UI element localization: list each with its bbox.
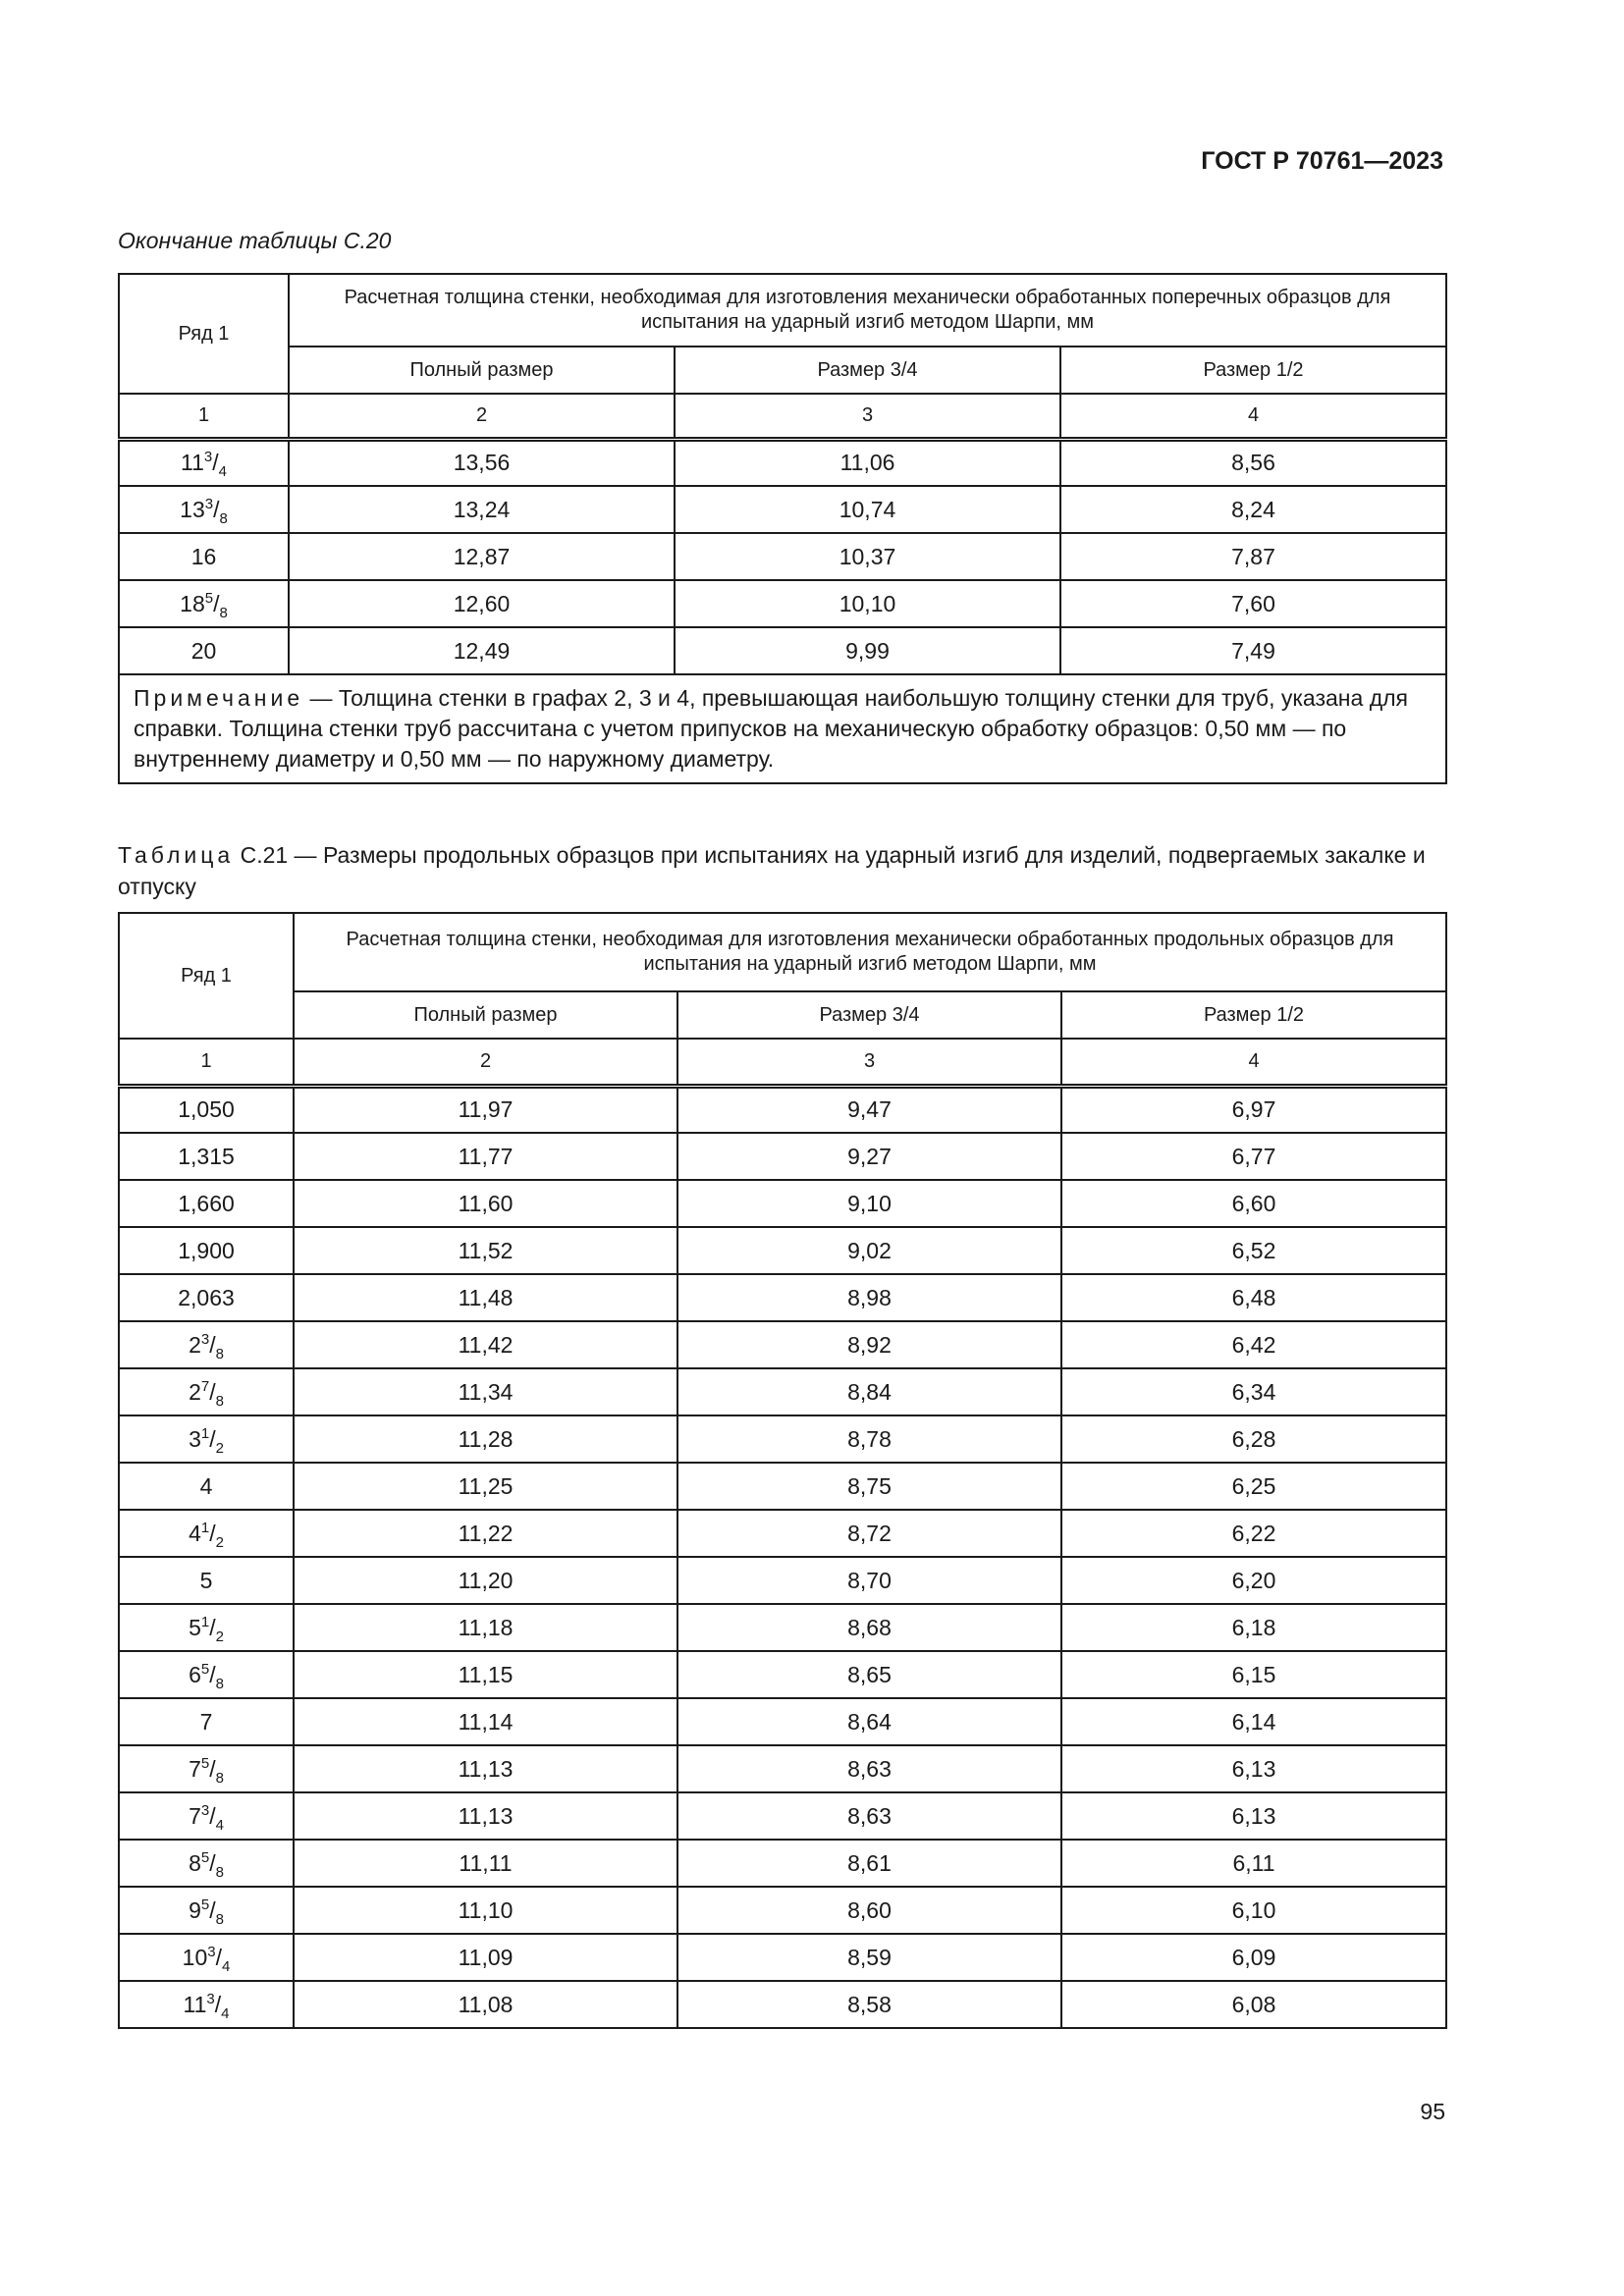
size-1-2-value: 6,13 bbox=[1061, 1745, 1446, 1792]
full-size-value: 11,09 bbox=[294, 1934, 677, 1981]
size-1-2-value: 6,08 bbox=[1061, 1981, 1446, 2028]
wall-thickness-header: Расчетная толщина стенки, необходимая для изготовления механически обработанных поперечных образцов для испытания на ударный изгиб методом Шарпи, мм bbox=[289, 274, 1446, 347]
full-size-value: 11,42 bbox=[294, 1321, 677, 1368]
column-number: 4 bbox=[1061, 1039, 1446, 1086]
size-fraction-numerator: 1 bbox=[200, 1424, 210, 1442]
pipe-size-cell bbox=[119, 1274, 294, 1321]
full-size-value: 11,60 bbox=[294, 1180, 677, 1227]
fraction-slash: / bbox=[212, 450, 219, 476]
size-whole: 13 bbox=[180, 496, 205, 522]
table-c21-caption bbox=[118, 839, 1445, 902]
size-whole: 2 bbox=[189, 1378, 201, 1405]
size-fraction-denominator: 8 bbox=[219, 604, 228, 621]
size-whole: 1,050 bbox=[178, 1096, 235, 1123]
fraction-slash: / bbox=[215, 1944, 222, 1970]
size-1-2-value: 6,15 bbox=[1061, 1651, 1446, 1698]
pipe-size-cell bbox=[119, 1745, 294, 1792]
size-3-4-value: 10,10 bbox=[675, 580, 1060, 627]
size-1-2-value: 6,10 bbox=[1061, 1887, 1446, 1934]
size-whole: 16 bbox=[190, 543, 217, 569]
size-fraction-denominator: 8 bbox=[219, 509, 228, 527]
size-3-4-header: Размер 3/4 bbox=[677, 991, 1061, 1039]
table-row bbox=[119, 627, 1446, 674]
size-3-4-value: 8,59 bbox=[677, 1934, 1061, 1981]
size-fraction-numerator: 5 bbox=[204, 589, 214, 607]
size-whole: 18 bbox=[180, 590, 205, 616]
size-fraction-numerator: 3 bbox=[204, 495, 214, 512]
table-row bbox=[119, 1745, 1446, 1792]
document-code: ГОСТ Р 70761—2023 bbox=[1201, 147, 1443, 175]
size-fraction-numerator: 3 bbox=[200, 1330, 210, 1348]
size-1-2-value: 6,22 bbox=[1061, 1510, 1446, 1557]
size-fraction-numerator: 1 bbox=[200, 1613, 210, 1630]
size-1-2-value: 6,48 bbox=[1061, 1274, 1446, 1321]
full-size-value: 11,20 bbox=[294, 1557, 677, 1604]
full-size-value: 11,77 bbox=[294, 1133, 677, 1180]
size-3-4-value: 9,02 bbox=[677, 1227, 1061, 1274]
fraction-slash: / bbox=[209, 1849, 216, 1876]
full-size-value: 11,52 bbox=[294, 1227, 677, 1274]
column-number: 3 bbox=[675, 394, 1060, 439]
pipe-size-cell bbox=[119, 1227, 294, 1274]
pipe-size-cell bbox=[119, 486, 289, 533]
full-size-value: 11,25 bbox=[294, 1463, 677, 1510]
size-fraction-numerator: 3 bbox=[203, 449, 213, 466]
full-size-value: 11,08 bbox=[294, 1981, 677, 2028]
size-fraction-numerator: 1 bbox=[200, 1519, 210, 1536]
table-row bbox=[119, 1887, 1446, 1934]
full-size-value: 11,10 bbox=[294, 1887, 677, 1934]
size-3-4-value: 8,60 bbox=[677, 1887, 1061, 1934]
column-number: 1 bbox=[119, 394, 289, 439]
fraction-slash: / bbox=[209, 1802, 216, 1829]
size-whole: 4 bbox=[189, 1520, 201, 1546]
size-whole: 7 bbox=[189, 1755, 201, 1782]
table-c21 bbox=[118, 912, 1447, 2029]
pipe-size-cell bbox=[119, 1651, 294, 1698]
pipe-size-cell bbox=[119, 1133, 294, 1180]
size-3-4-value: 9,10 bbox=[677, 1180, 1061, 1227]
pipe-size-cell bbox=[119, 1180, 294, 1227]
size-1-2-value: 6,28 bbox=[1061, 1415, 1446, 1463]
size-fraction-denominator: 2 bbox=[215, 1533, 224, 1551]
size-3-4-value: 8,64 bbox=[677, 1698, 1061, 1745]
full-size-value: 11,28 bbox=[294, 1415, 677, 1463]
size-fraction-numerator: 3 bbox=[207, 1943, 216, 1960]
table-row bbox=[119, 439, 1446, 486]
table-row bbox=[119, 1981, 1446, 2028]
size-whole: 1,900 bbox=[178, 1237, 235, 1263]
full-size-header: Полный размер bbox=[289, 347, 675, 394]
size-1-2-value: 6,09 bbox=[1061, 1934, 1446, 1981]
size-fraction-numerator: 5 bbox=[200, 1754, 210, 1772]
size-1-2-value: 6,52 bbox=[1061, 1227, 1446, 1274]
fraction-slash: / bbox=[209, 1755, 216, 1782]
size-1-2-value: 6,77 bbox=[1061, 1133, 1446, 1180]
full-size-value: 11,22 bbox=[294, 1510, 677, 1557]
size-whole: 4 bbox=[199, 1472, 213, 1499]
full-size-header: Полный размер bbox=[294, 991, 677, 1039]
table-row bbox=[119, 1321, 1446, 1368]
table-row bbox=[119, 1086, 1446, 1133]
size-3-4-value: 10,74 bbox=[675, 486, 1060, 533]
size-fraction-denominator: 8 bbox=[215, 1392, 224, 1410]
size-1-2-value: 6,18 bbox=[1061, 1604, 1446, 1651]
full-size-value: 11,18 bbox=[294, 1604, 677, 1651]
fraction-slash: / bbox=[213, 496, 220, 522]
full-size-value: 11,13 bbox=[294, 1745, 677, 1792]
table-row bbox=[119, 1463, 1446, 1510]
size-1-2-header: Размер 1/2 bbox=[1060, 347, 1446, 394]
table-note bbox=[119, 674, 1446, 783]
table-row bbox=[119, 1604, 1446, 1651]
size-fraction-denominator: 8 bbox=[215, 1910, 224, 1928]
table-row bbox=[119, 1934, 1446, 1981]
size-whole: 7 bbox=[199, 1708, 213, 1735]
size-whole: 5 bbox=[199, 1567, 213, 1593]
size-1-2-value: 6,60 bbox=[1061, 1180, 1446, 1227]
size-3-4-value: 8,65 bbox=[677, 1651, 1061, 1698]
fraction-slash: / bbox=[209, 1331, 216, 1358]
fraction-slash: / bbox=[209, 1520, 216, 1546]
size-3-4-value: 8,68 bbox=[677, 1604, 1061, 1651]
size-1-2-value: 6,97 bbox=[1061, 1086, 1446, 1133]
fraction-slash: / bbox=[209, 1378, 216, 1405]
table-row bbox=[119, 1510, 1446, 1557]
size-fraction-denominator: 8 bbox=[215, 1863, 224, 1881]
size-fraction-numerator: 3 bbox=[200, 1801, 210, 1819]
full-size-value: 11,13 bbox=[294, 1792, 677, 1840]
size-3-4-value: 8,98 bbox=[677, 1274, 1061, 1321]
note-text: — Толщина стенки в графах 2, 3 и 4, превышающая наибольшую толщину стенки для труб, указана для справки. Толщина стенки труб рассчитана с учетом припусков на механическую обработку образцов: 0,50 мм — по внутреннему диаметру и 0,50 мм — по наружному диаметру. bbox=[134, 685, 1408, 772]
size-3-4-value: 9,99 bbox=[675, 627, 1060, 674]
size-whole: 11 bbox=[181, 450, 204, 476]
size-1-2-value: 8,24 bbox=[1060, 486, 1446, 533]
size-whole: 9 bbox=[189, 1896, 201, 1923]
pipe-size-cell bbox=[119, 1463, 294, 1510]
size-3-4-value: 8,78 bbox=[677, 1415, 1061, 1463]
size-1-2-value: 8,56 bbox=[1060, 439, 1446, 486]
size-fraction-denominator: 2 bbox=[215, 1439, 224, 1457]
size-1-2-value: 6,11 bbox=[1061, 1840, 1446, 1887]
size-fraction-denominator: 4 bbox=[215, 1816, 224, 1834]
column-number: 3 bbox=[677, 1039, 1061, 1086]
pipe-size-cell bbox=[119, 1415, 294, 1463]
full-size-value: 11,34 bbox=[294, 1368, 677, 1415]
column-number: 2 bbox=[289, 394, 675, 439]
size-whole: 1,660 bbox=[178, 1190, 235, 1216]
size-fraction-numerator: 5 bbox=[200, 1848, 210, 1866]
pipe-size-cell bbox=[119, 439, 289, 486]
size-whole: 3 bbox=[189, 1425, 201, 1452]
size-fraction-denominator: 4 bbox=[218, 463, 227, 481]
size-1-2-value: 6,13 bbox=[1061, 1792, 1446, 1840]
size-fraction-denominator: 8 bbox=[215, 1675, 224, 1692]
table-row bbox=[119, 1415, 1446, 1463]
table-row bbox=[119, 1368, 1446, 1415]
size-3-4-value: 8,72 bbox=[677, 1510, 1061, 1557]
pipe-size-cell bbox=[119, 1981, 294, 2028]
size-fraction-denominator: 4 bbox=[221, 1957, 231, 1975]
full-size-value: 11,15 bbox=[294, 1651, 677, 1698]
size-fraction-denominator: 8 bbox=[215, 1345, 224, 1362]
size-fraction-denominator: 2 bbox=[215, 1628, 224, 1645]
size-1-2-value: 6,34 bbox=[1061, 1368, 1446, 1415]
size-whole: 2 bbox=[189, 1331, 201, 1358]
size-fraction-denominator: 8 bbox=[215, 1769, 224, 1787]
page-number: 95 bbox=[1420, 2099, 1445, 2124]
pipe-size-cell bbox=[119, 1840, 294, 1887]
size-3-4-value: 8,58 bbox=[677, 1981, 1061, 2028]
size-whole: 20 bbox=[190, 637, 217, 664]
table-caption-text: С.21 — Размеры продольных образцов при испытаниях на ударный изгиб для изделий, подвергаемых закалке и отпуску bbox=[118, 842, 1426, 899]
full-size-value: 12,49 bbox=[289, 627, 675, 674]
pipe-size-cell bbox=[119, 1792, 294, 1840]
full-size-value: 11,48 bbox=[294, 1274, 677, 1321]
size-1-2-value: 6,42 bbox=[1061, 1321, 1446, 1368]
full-size-value: 12,87 bbox=[289, 533, 675, 580]
size-3-4-value: 10,37 bbox=[675, 533, 1060, 580]
pipe-size-cell bbox=[119, 533, 289, 580]
pipe-size-cell bbox=[119, 1887, 294, 1934]
size-3-4-value: 11,06 bbox=[675, 439, 1060, 486]
fraction-slash: / bbox=[214, 1991, 222, 2017]
table-row bbox=[119, 1274, 1446, 1321]
size-3-4-value: 8,92 bbox=[677, 1321, 1061, 1368]
size-whole: 5 bbox=[189, 1614, 201, 1640]
fraction-slash: / bbox=[209, 1661, 216, 1687]
size-3-4-value: 9,27 bbox=[677, 1133, 1061, 1180]
size-1-2-value: 7,49 bbox=[1060, 627, 1446, 674]
fraction-slash: / bbox=[209, 1896, 216, 1923]
fraction-slash: / bbox=[213, 590, 220, 616]
size-fraction-denominator: 4 bbox=[221, 2004, 230, 2022]
row-series-header: Ряд 1 bbox=[119, 274, 289, 394]
table-caption-label: Таблица bbox=[118, 842, 235, 868]
size-fraction-numerator: 5 bbox=[200, 1896, 210, 1913]
size-whole: 8 bbox=[189, 1849, 201, 1876]
size-fraction-numerator: 5 bbox=[200, 1660, 210, 1678]
column-number: 1 bbox=[119, 1039, 294, 1086]
table-c20 bbox=[118, 273, 1447, 784]
wall-thickness-header: Расчетная толщина стенки, необходимая для изготовления механически обработанных продольных образцов для испытания на ударный изгиб методом Шарпи, мм bbox=[294, 913, 1446, 991]
size-3-4-value: 9,47 bbox=[677, 1086, 1061, 1133]
fraction-slash: / bbox=[209, 1425, 216, 1452]
full-size-value: 11,14 bbox=[294, 1698, 677, 1745]
pipe-size-cell bbox=[119, 627, 289, 674]
fraction-slash: / bbox=[209, 1614, 216, 1640]
full-size-value: 11,11 bbox=[294, 1840, 677, 1887]
row-series-header: Ряд 1 bbox=[119, 913, 294, 1039]
table-row bbox=[119, 1698, 1446, 1745]
full-size-value: 11,97 bbox=[294, 1086, 677, 1133]
size-whole: 1,315 bbox=[178, 1143, 235, 1169]
pipe-size-cell bbox=[119, 1321, 294, 1368]
table-row bbox=[119, 1840, 1446, 1887]
size-1-2-value: 7,60 bbox=[1060, 580, 1446, 627]
size-3-4-header: Размер 3/4 bbox=[675, 347, 1060, 394]
size-1-2-value: 6,20 bbox=[1061, 1557, 1446, 1604]
full-size-value: 12,60 bbox=[289, 580, 675, 627]
size-3-4-value: 8,61 bbox=[677, 1840, 1061, 1887]
size-3-4-value: 8,75 bbox=[677, 1463, 1061, 1510]
table-row bbox=[119, 1180, 1446, 1227]
size-3-4-value: 8,70 bbox=[677, 1557, 1061, 1604]
pipe-size-cell bbox=[119, 1698, 294, 1745]
table-row bbox=[119, 1557, 1446, 1604]
full-size-value: 13,56 bbox=[289, 439, 675, 486]
pipe-size-cell bbox=[119, 1086, 294, 1133]
table-row bbox=[119, 1651, 1446, 1698]
size-1-2-value: 7,87 bbox=[1060, 533, 1446, 580]
pipe-size-cell bbox=[119, 1510, 294, 1557]
pipe-size-cell bbox=[119, 1368, 294, 1415]
size-3-4-value: 8,63 bbox=[677, 1792, 1061, 1840]
size-fraction-numerator: 3 bbox=[206, 1990, 215, 2007]
column-number: 2 bbox=[294, 1039, 677, 1086]
size-1-2-header: Размер 1/2 bbox=[1061, 991, 1446, 1039]
full-size-value: 13,24 bbox=[289, 486, 675, 533]
size-fraction-numerator: 7 bbox=[200, 1377, 210, 1395]
table-row bbox=[119, 1792, 1446, 1840]
size-whole: 7 bbox=[189, 1802, 201, 1829]
table-row bbox=[119, 486, 1446, 533]
size-1-2-value: 6,25 bbox=[1061, 1463, 1446, 1510]
table-row bbox=[119, 1133, 1446, 1180]
size-whole: 10 bbox=[182, 1944, 208, 1970]
pipe-size-cell bbox=[119, 1604, 294, 1651]
pipe-size-cell bbox=[119, 1934, 294, 1981]
pipe-size-cell bbox=[119, 1557, 294, 1604]
size-3-4-value: 8,63 bbox=[677, 1745, 1061, 1792]
table-row bbox=[119, 533, 1446, 580]
table-row bbox=[119, 1227, 1446, 1274]
pipe-size-cell bbox=[119, 580, 289, 627]
size-1-2-value: 6,14 bbox=[1061, 1698, 1446, 1745]
size-whole: 11 bbox=[183, 1991, 207, 2017]
table-continuation-caption: Окончание таблицы С.20 bbox=[118, 228, 392, 253]
size-3-4-value: 8,84 bbox=[677, 1368, 1061, 1415]
note-label: Примечание bbox=[134, 685, 304, 711]
table-row bbox=[119, 580, 1446, 627]
size-whole: 2,063 bbox=[178, 1284, 235, 1310]
column-number: 4 bbox=[1060, 394, 1446, 439]
size-whole: 6 bbox=[189, 1661, 201, 1687]
